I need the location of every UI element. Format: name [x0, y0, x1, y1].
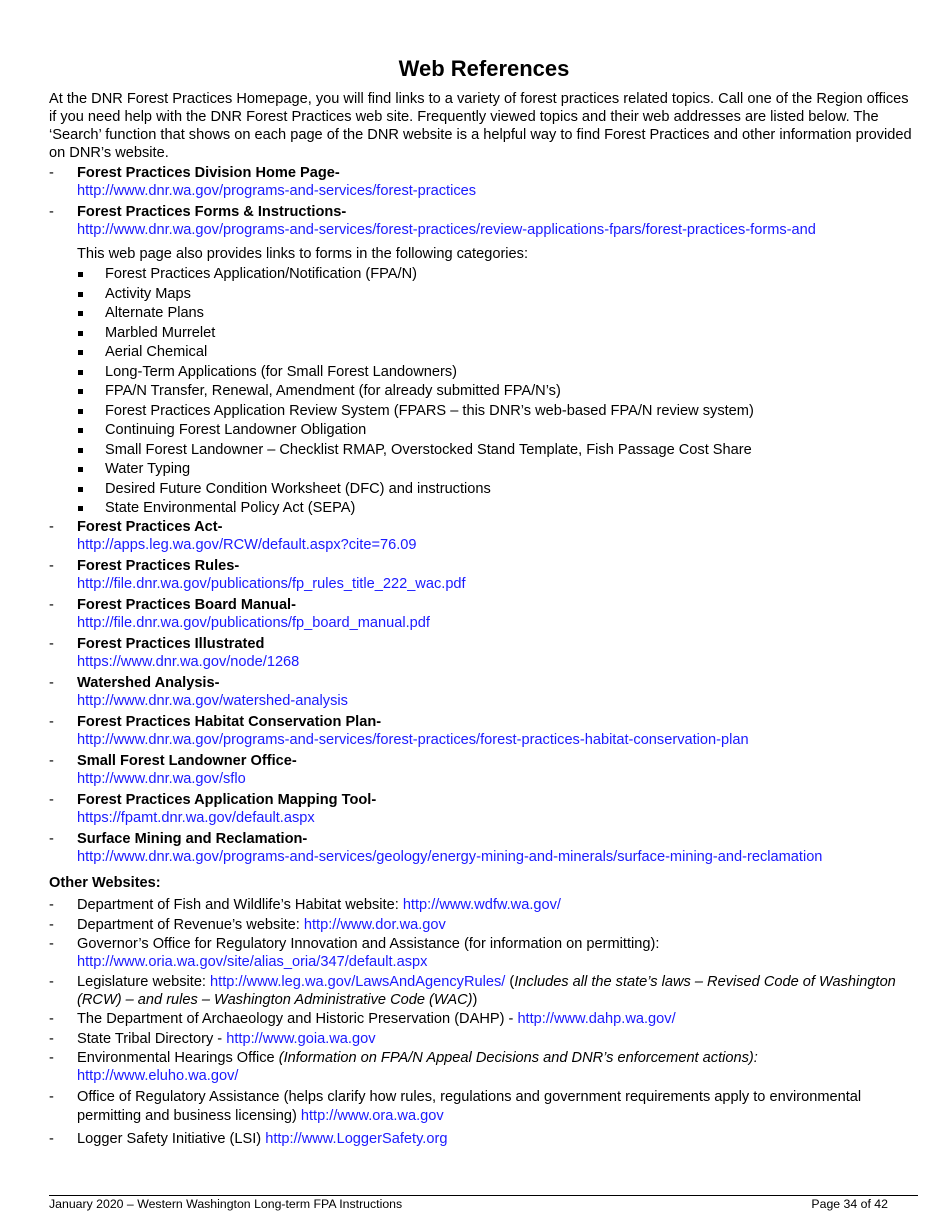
entry-link[interactable]: http://file.dnr.wa.gov/publications/fp_board_manual.pdf — [77, 615, 430, 631]
page-title: Web References — [398, 56, 570, 81]
leg-link[interactable]: http://www.leg.wa.gov/LawsAndAgencyRules/ — [210, 973, 506, 990]
bullet-icon — [78, 409, 83, 414]
dash-marker: - — [49, 792, 54, 808]
list-item — [49, 635, 919, 674]
list-item — [49, 203, 919, 242]
intro-paragraph: At the DNR Forest Practices Homepage, you will find links to a variety of forest practices related topics. Call one of the Region offices if you need help with the DNR Forest Practices web site. Frequently viewed topics and their web addresses are listed below. The ‘Search’ function that shows on each page of the DNR website is a helpful way to find Forest Practices and other information provided on DNR’s website. — [49, 91, 912, 161]
category-item: Long-Term Applications (for Small Forest Landowners) — [49, 363, 919, 383]
bullet-icon — [78, 370, 83, 375]
dash-marker: - — [49, 1050, 54, 1066]
footer-document-title: January 2020 – Western Washington Long-term FPA Instructions — [49, 1197, 403, 1211]
entry-link[interactable]: http://file.dnr.wa.gov/publications/fp_rules_title_222_wac.pdf — [77, 576, 466, 592]
entry-heading: Forest Practices Division Home Page- — [77, 165, 340, 181]
entry-heading: Forest Practices Illustrated — [77, 636, 265, 652]
bullet-icon — [78, 428, 83, 433]
entry-link[interactable]: https://www.dnr.wa.gov/node/1268 — [77, 654, 300, 670]
list-item — [49, 713, 919, 752]
categories-intro: This web page also provides links to forms in the following categories: — [77, 246, 529, 262]
bullet-icon — [78, 448, 83, 453]
category-item: FPA/N Transfer, Renewal, Amendment (for already submitted FPA/N’s) — [49, 382, 919, 402]
list-item — [49, 557, 919, 596]
category-item: Aerial Chemical — [49, 343, 919, 363]
list-item — [49, 518, 919, 557]
dash-marker: - — [49, 753, 54, 769]
dash-marker: - — [49, 916, 54, 933]
dash-marker: - — [49, 973, 54, 990]
dash-marker: - — [49, 636, 54, 652]
ora-link[interactable]: http://www.ora.wa.gov — [300, 1108, 444, 1124]
bullet-icon — [78, 506, 83, 511]
category-item: Small Forest Landowner – Checklist RMAP, Overstocked Stand Template, Fish Passage Cost Share — [49, 441, 919, 461]
dash-marker: - — [49, 204, 54, 220]
list-item — [49, 674, 919, 713]
footer-page-number: Page 34 of 42 — [811, 1197, 888, 1211]
dash-marker: - — [49, 558, 54, 574]
category-item: Water Typing — [49, 460, 919, 480]
list-item: - Governor’s Office for Regulatory Innovation and Assistance (for information on permitting): http://www.oria.wa.gov/site/alias_oria/347/default.aspx — [49, 936, 660, 970]
dnr-links-top — [49, 164, 919, 519]
category-item: State Environmental Policy Act (SEPA) — [49, 499, 919, 519]
dash-marker: - — [49, 714, 54, 730]
lsi-link[interactable]: http://www.LoggerSafety.org — [265, 1131, 448, 1147]
entry-heading: Forest Practices Rules- — [77, 558, 240, 574]
dash-marker: - — [49, 1089, 54, 1105]
bullet-icon — [78, 389, 83, 394]
bullet-icon — [78, 272, 83, 277]
entry-heading: Surface Mining and Reclamation- — [77, 831, 308, 847]
eluho-link[interactable]: http://www.eluho.wa.gov/ — [77, 1068, 239, 1084]
bullet-icon — [78, 467, 83, 472]
entry-heading: Forest Practices Act- — [77, 519, 223, 535]
category-item: Continuing Forest Landowner Obligation — [49, 421, 919, 441]
entry-heading: Forest Practices Habitat Conservation Plan- — [77, 714, 382, 730]
entry-link[interactable]: http://www.dnr.wa.gov/sflo — [77, 771, 246, 787]
list-item — [49, 596, 919, 635]
other-websites-heading: Other Websites: — [49, 875, 161, 891]
dash-marker: - — [49, 597, 54, 613]
dash-marker: - — [49, 831, 54, 847]
dahp-link[interactable]: http://www.dahp.wa.gov/ — [517, 1011, 676, 1027]
entry-heading: Small Forest Landowner Office- — [77, 753, 297, 769]
dash-marker: - — [49, 936, 54, 952]
list-item: - Office of Regulatory Assistance (helps clarify how rules, regulations and government requirements apply to environmental permitting and business licensing) http://www.ora.wa.gov — [49, 1089, 862, 1124]
list-item: - Environmental Hearings Office (Information on FPA/N Appeal Decisions and DNR’s enforcement actions): http://www.eluho.wa.gov/ — [49, 1050, 758, 1084]
list-item: - State Tribal Directory - http://www.goia.wa.gov — [49, 1030, 376, 1047]
category-item: Forest Practices Application Review System (FPARS – this DNR’s web-based FPA/N review system) — [49, 402, 919, 422]
footer-divider — [49, 1195, 918, 1196]
categories-list — [49, 265, 919, 519]
entry-link[interactable]: http://www.dnr.wa.gov/programs-and-services/geology/energy-mining-and-minerals/surface-mining-and-reclamation — [77, 849, 823, 865]
goia-link[interactable]: http://www.goia.wa.gov — [226, 1030, 376, 1047]
list-item: - The Department of Archaeology and Historic Preservation (DAHP) - http://www.dahp.wa.gov/ — [49, 1011, 676, 1027]
dash-marker: - — [49, 897, 54, 913]
list-item — [49, 791, 919, 830]
category-item: Forest Practices Application/Notification (FPA/N) — [49, 265, 919, 285]
oria-link[interactable]: http://www.oria.wa.gov/site/alias_oria/347/default.aspx — [77, 954, 428, 970]
dnr-links-bottom — [49, 518, 919, 869]
dash-marker: - — [49, 675, 54, 691]
bullet-icon — [78, 331, 83, 336]
entry-link[interactable]: http://apps.leg.wa.gov/RCW/default.aspx?cite=76.09 — [77, 537, 417, 553]
entry-heading: Forest Practices Forms & Instructions- — [77, 204, 347, 220]
entry-heading: Watershed Analysis- — [77, 675, 220, 691]
bullet-icon — [78, 350, 83, 355]
category-item: Desired Future Condition Worksheet (DFC) and instructions — [49, 480, 919, 500]
list-item — [49, 752, 919, 791]
wdfw-link[interactable]: http://www.wdfw.wa.gov/ — [402, 897, 561, 913]
entry-link[interactable]: http://www.dnr.wa.gov/watershed-analysis — [77, 693, 348, 709]
category-item: Marbled Murrelet — [49, 324, 919, 344]
dash-marker: - — [49, 165, 54, 181]
bullet-icon — [78, 292, 83, 297]
list-item — [49, 830, 919, 869]
entry-link[interactable]: http://www.dnr.wa.gov/programs-and-services/forest-practices/review-applications-fpars/forest-practices-forms-and — [77, 222, 816, 238]
entry-heading: Forest Practices Board Manual- — [77, 597, 296, 613]
dash-marker: - — [49, 519, 54, 535]
dor-link[interactable]: http://www.dor.wa.gov — [303, 916, 446, 933]
list-item: - Department of Revenue’s website: http://www.dor.wa.gov — [49, 916, 446, 933]
entry-heading: Forest Practices Application Mapping Tool- — [77, 792, 377, 808]
list-item — [49, 164, 919, 203]
list-item: - Logger Safety Initiative (LSI) http://www.LoggerSafety.org — [49, 1131, 448, 1147]
entry-link[interactable]: http://www.dnr.wa.gov/programs-and-services/forest-practices/forest-practices-habitat-conservation-plan — [77, 732, 749, 748]
dash-marker: - — [49, 1011, 54, 1027]
other-websites — [49, 874, 919, 1148]
dash-marker: - — [49, 1131, 54, 1147]
category-item: Activity Maps — [49, 285, 919, 305]
entry-link[interactable]: https://fpamt.dnr.wa.gov/default.aspx — [77, 810, 315, 826]
bullet-icon — [78, 487, 83, 492]
list-item: - Department of Fish and Wildlife’s Habitat website: http://www.wdfw.wa.gov/ — [49, 897, 561, 913]
bullet-icon — [78, 311, 83, 316]
list-item: - Legislature website: http://www.leg.wa.gov/LawsAndAgencyRules/ (Includes all the state’s laws – Revised Code of Washington (RCW) – and rules – Washington Administrative Code (WAC)) — [49, 973, 896, 1008]
category-item: Alternate Plans — [49, 304, 919, 324]
dash-marker: - — [49, 1030, 54, 1047]
entry-link[interactable]: http://www.dnr.wa.gov/programs-and-services/forest-practices — [77, 183, 477, 199]
